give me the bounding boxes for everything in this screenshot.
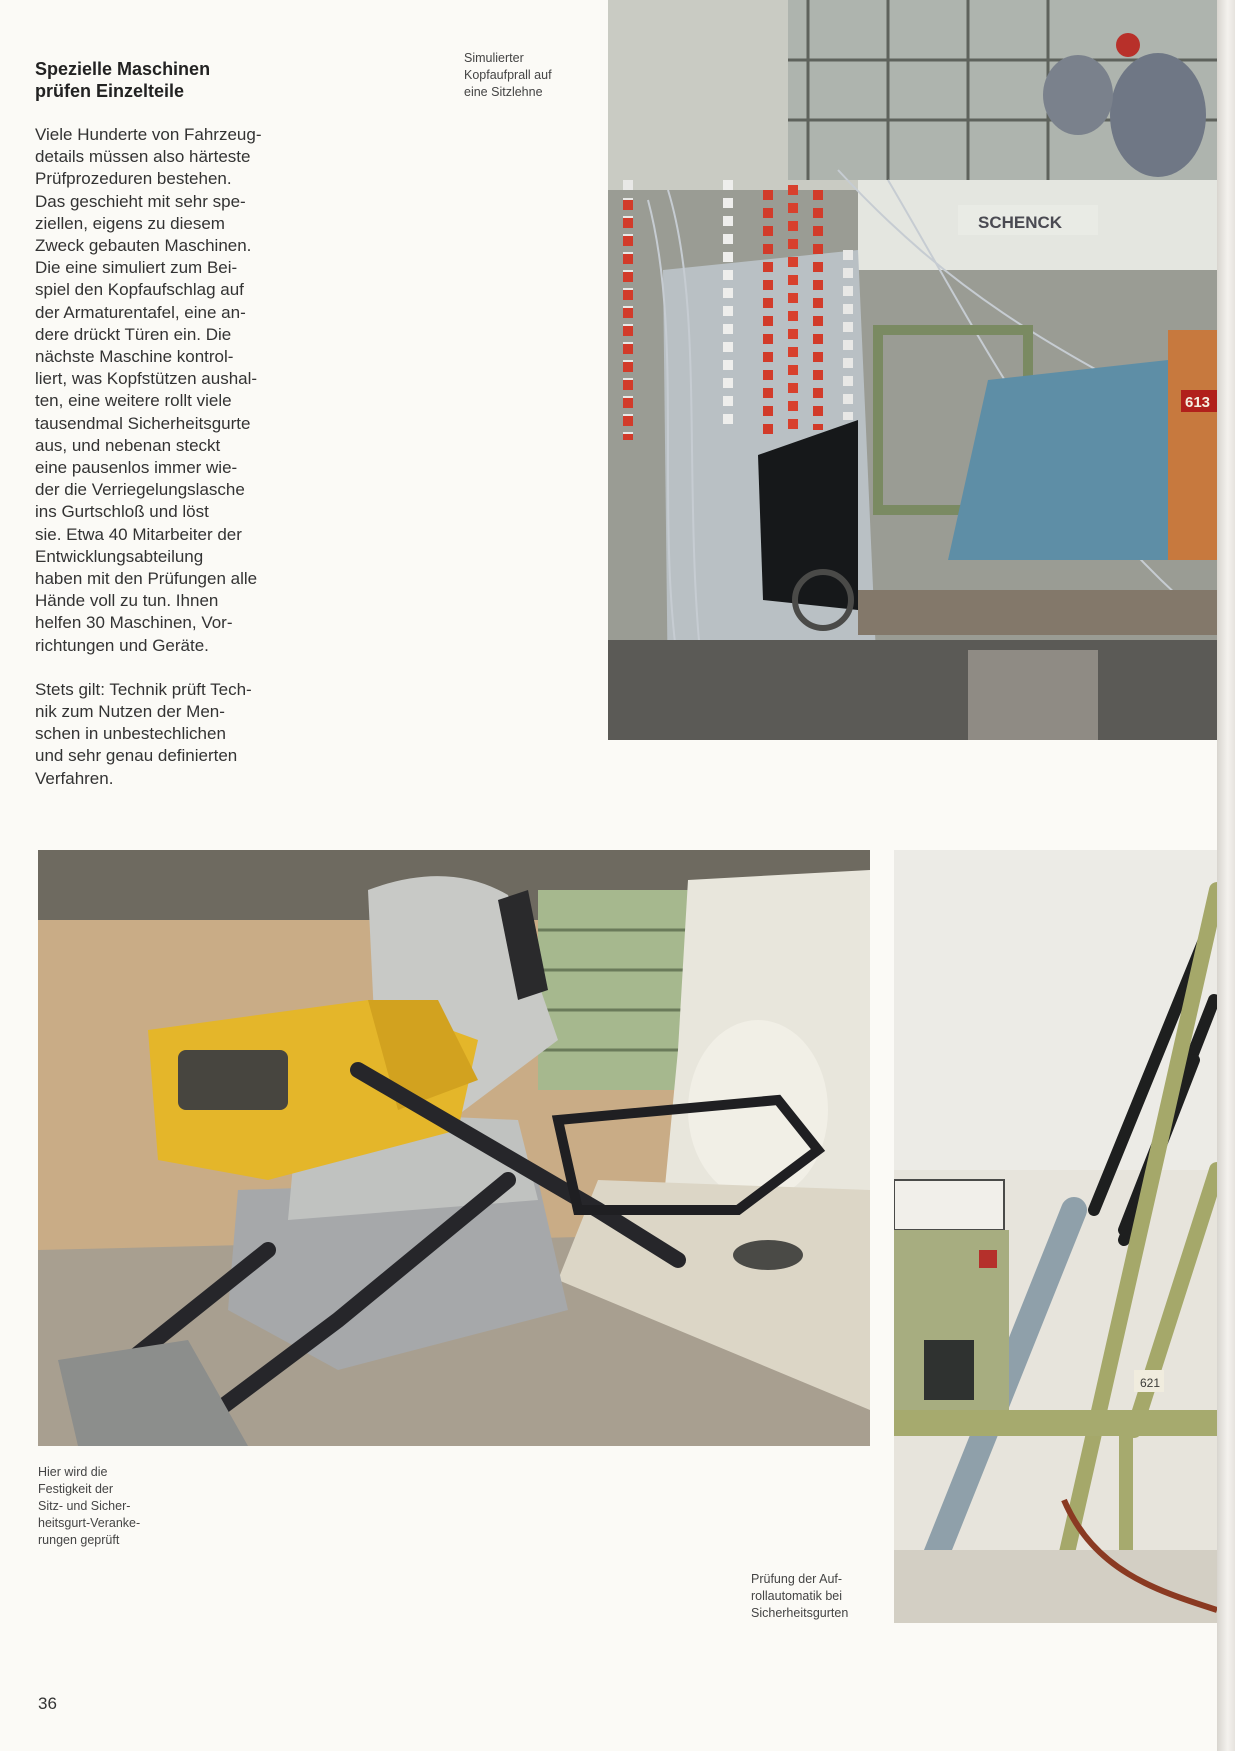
body-line: helfen 30 Maschinen, Vor- bbox=[35, 613, 233, 633]
body-line: Prüfprozeduren bestehen. bbox=[35, 169, 232, 189]
body-line: der die Verriegelungslasche bbox=[35, 480, 245, 500]
body-line: ten, eine weitere rollt viele bbox=[35, 391, 232, 411]
article-heading bbox=[35, 58, 210, 102]
article-body bbox=[35, 124, 305, 790]
body-line: Die eine simuliert zum Bei- bbox=[35, 258, 238, 278]
body-line: eine pausenlos immer wie- bbox=[35, 458, 238, 478]
body-line: tausendmal Sicherheitsgurte bbox=[35, 413, 251, 433]
body-line: sie. Etwa 40 Mitarbeiter der bbox=[35, 524, 242, 544]
body-line: der Armaturentafel, eine an- bbox=[35, 302, 246, 322]
body-paragraph-2 bbox=[35, 679, 305, 790]
body-line: aus, und nebenan steckt bbox=[35, 435, 221, 455]
body-line: ziellen, eigens zu diesem bbox=[35, 213, 225, 233]
body-line: ins Gurtschloß und löst bbox=[35, 502, 209, 522]
body-line: schen in unbestechlichen bbox=[35, 724, 226, 744]
body-line: Hände voll zu tun. Ihnen bbox=[35, 591, 219, 611]
caption-retractor: Prüfung der Auf- rollautomatik bei Sicherheitsgurten bbox=[751, 1572, 849, 1620]
caption-seat-anchorage: Hier wird die Festigkeit der Sitz- und Sicher- heitsgurt-Veranke- rungen geprüft bbox=[38, 1465, 141, 1547]
body-line: liert, was Kopfstützen aushal- bbox=[35, 369, 258, 389]
photo-retractor-test bbox=[894, 850, 1217, 1623]
heading-line-2: prüfen Einzelteile bbox=[35, 81, 185, 101]
body-line: Verfahren. bbox=[35, 768, 114, 788]
body-line: spiel den Kopfaufschlag auf bbox=[35, 280, 244, 300]
body-line: Stets gilt: Technik prüft Tech- bbox=[35, 679, 252, 699]
body-line: Zweck gebauten Maschinen. bbox=[35, 236, 252, 256]
body-line: haben mit den Prüfungen alle bbox=[35, 569, 258, 589]
caption-head-impact: Simulierter Kopfaufprall auf eine Sitzlehne bbox=[464, 51, 552, 99]
body-line: richtungen und Geräte. bbox=[35, 635, 209, 655]
body-line: details müssen also härteste bbox=[35, 147, 251, 167]
schenck-logo-text: SCHENCK bbox=[978, 213, 1063, 232]
page-gutter bbox=[1217, 0, 1235, 1751]
body-line: und sehr genau definierten bbox=[35, 746, 238, 766]
body-line: Entwicklungsabteilung bbox=[35, 546, 204, 566]
body-line: nächste Maschine kontrol- bbox=[35, 347, 234, 367]
photo-seat-belt-anchorage-test bbox=[38, 850, 870, 1446]
machine-number-label-2: 621 bbox=[1140, 1376, 1161, 1390]
body-line: Das geschieht mit sehr spe- bbox=[35, 191, 246, 211]
body-line: Viele Hunderte von Fahrzeug- bbox=[35, 125, 262, 144]
photo-head-impact-test bbox=[608, 0, 1217, 740]
page-number: 36 bbox=[38, 1694, 57, 1713]
heading-line-1: Spezielle Maschinen bbox=[35, 59, 211, 79]
machine-number-label: 613 bbox=[1185, 394, 1211, 411]
body-line: dere drückt Türen ein. Die bbox=[35, 324, 232, 344]
body-line: nik zum Nutzen der Men- bbox=[35, 702, 225, 722]
body-paragraph-1 bbox=[35, 124, 305, 657]
